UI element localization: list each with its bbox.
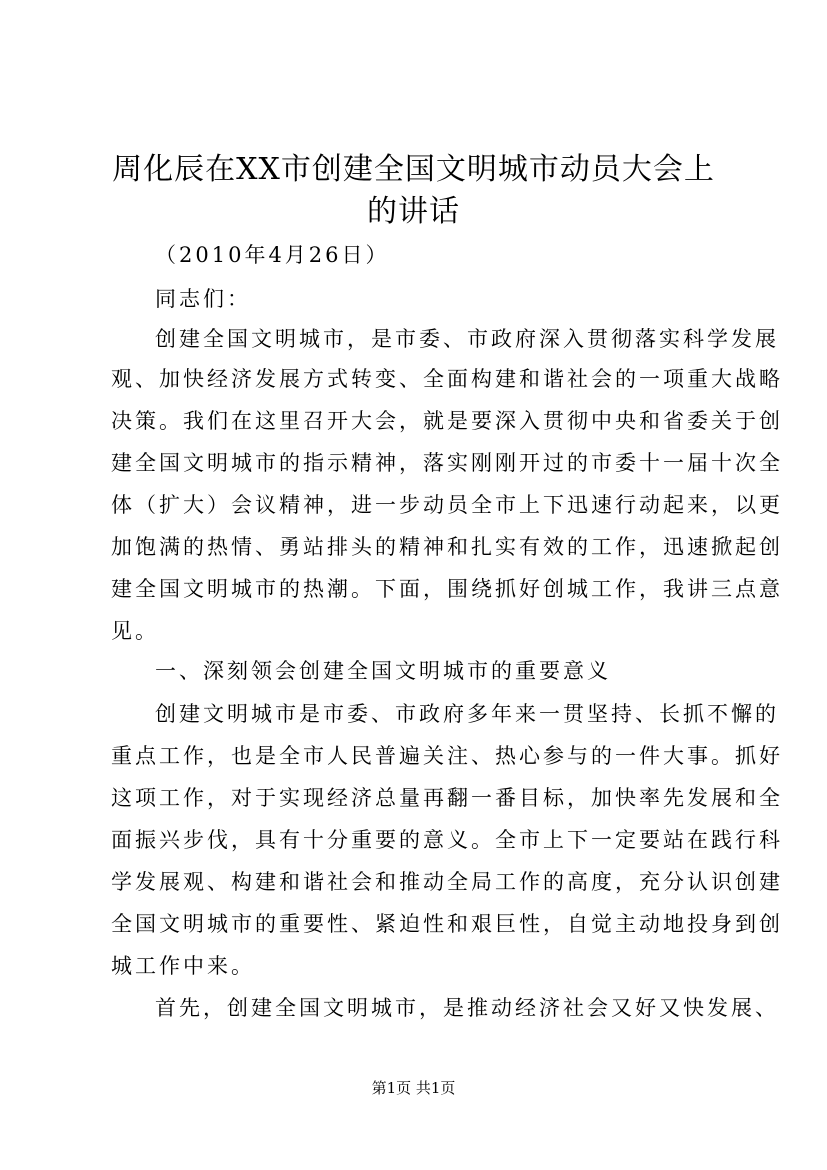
paragraph-line: 这项工作，对于实现经济总量再翻一番目标，加快率先发展和全 [111, 786, 783, 810]
paragraph-line: 建全国文明城市的热潮。下面，围绕抓好创城工作，我讲三点意 [111, 577, 783, 601]
document-title-line-2: 的讲话 [367, 194, 460, 229]
paragraph-line: 建全国文明城市的指示精神，落实刚刚开过的市委十一届十次全 [111, 451, 783, 475]
paragraph-line: 重点工作，也是全市人民普遍关注、热心参与的一件大事。抓好 [111, 744, 783, 768]
salutation: 同志们： [155, 287, 251, 311]
page-footer: 第1页 共1页 [371, 1079, 456, 1097]
section-heading: 一、深刻领会创建全国文明城市的重要意义 [155, 659, 611, 683]
paragraph-line: 观、加快经济发展方式转变、全面构建和谐社会的一项重大战略 [111, 367, 783, 391]
speech-date: （2010年4月26日） [155, 243, 390, 267]
paragraph-line: 学发展观、构建和谐社会和推动全局工作的高度，充分认识创建 [111, 870, 783, 894]
paragraph-line: 创建全国文明城市，是市委、市政府深入贯彻落实科学发展 [155, 327, 779, 351]
paragraph-line: 首先，创建全国文明城市，是推动经济社会又好又快发展、 [155, 996, 779, 1020]
paragraph-line: 见。 [111, 619, 159, 643]
paragraph-line: 决策。我们在这里召开大会，就是要深入贯彻中央和省委关于创 [111, 409, 783, 433]
paragraph-line: 创建文明城市是市委、市政府多年来一贯坚持、长抓不懈的 [155, 702, 779, 726]
paragraph-line: 加饱满的热情、勇站排头的精神和扎实有效的工作，迅速掀起创 [111, 535, 783, 559]
paragraph-line: 面振兴步伐，具有十分重要的意义。全市上下一定要站在践行科 [111, 828, 783, 852]
paragraph-line: 体（扩大）会议精神，进一步动员全市上下迅速行动起来，以更 [111, 493, 783, 517]
paragraph-line: 城工作中来。 [111, 954, 255, 978]
document-title-line-1: 周化辰在XX市创建全国文明城市动员大会上 [112, 152, 715, 187]
paragraph-line: 全国文明城市的重要性、紧迫性和艰巨性，自觉主动地投身到创 [111, 912, 783, 936]
